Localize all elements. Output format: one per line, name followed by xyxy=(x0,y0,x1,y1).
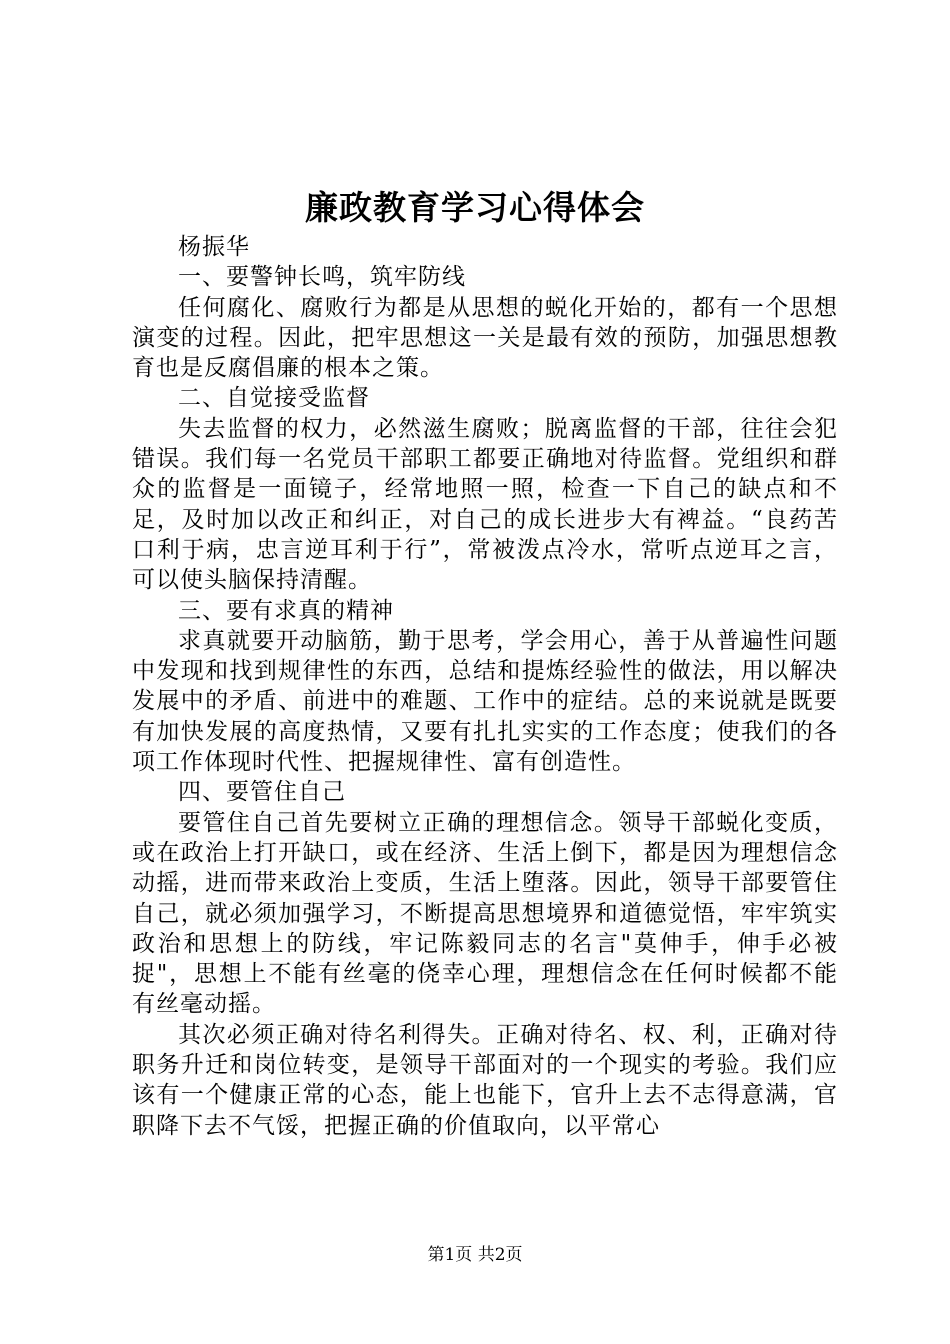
section-heading-3: 三、要有求真的精神 xyxy=(178,597,394,624)
body-paragraph-3: 求真就要开动脑筋，勤于思考，学会用心，善于从普遍性问题中发现和找到规律性的东西，总结和提炼经验性的做法，用以解决发展中的矛盾、前进中的难题、工作中的症结。总的来说就是既要有加快发展的高度热情，又要有扎扎实实的工作态度；使我们的各项工作体现时代性、把握规律性、富有创造性。 xyxy=(132,627,838,776)
section-heading-4: 四、要管住自己 xyxy=(178,779,346,806)
document-title: 廉政教育学习心得体会 xyxy=(305,188,645,227)
section-heading-2: 二、自觉接受监督 xyxy=(178,385,370,412)
document-body xyxy=(132,232,838,1141)
body-paragraph-2: 失去监督的权力，必然滋生腐败；脱离监督的干部，往往会犯错误。我们每一名党员干部职工都要正确地对待监督。党组织和群众的监督是一面镜子，经常地照一照，检查一下自己的缺点和不足，及时加以改正和纠正，对自己的成长进步大有裨益。“良药苦口利于病，忠言逆耳利于行”，常被泼点冷水，常听点逆耳之言，可以使头脑保持清醒。 xyxy=(132,415,838,594)
section-heading-1: 一、要警钟长鸣，筑牢防线 xyxy=(178,264,466,291)
author-name: 杨振华 xyxy=(178,234,250,260)
body-paragraph-5: 其次必须正确对待名利得失。正确对待名、权、利，正确对待职务升迁和岗位转变，是领导干部面对的一个现实的考验。我们应该有一个健康正常的心态，能上也能下，官升上去不志得意满，官职降下去不气馁，把握正确的价值取向，以平常心 xyxy=(132,1021,838,1139)
page-footer: 第1页 共2页 xyxy=(427,1245,523,1265)
body-paragraph-1: 任何腐化、腐败行为都是从思想的蜕化开始的，都有一个思想演变的过程。因此，把牢思想这一关是最有效的预防，加强思想教育也是反腐倡廉的根本之策。 xyxy=(132,294,838,382)
body-paragraph-4: 要管住自己首先要树立正确的理想信念。领导干部蜕化变质，或在政治上打开缺口，或在经济、生活上倒下，都是因为理想信念动摇，进而带来政治上变质，生活上堕落。因此，领导干部要管住自己，就必须加强学习，不断提高思想境界和道德觉悟，牢牢筑实政治和思想上的防线，牢记陈毅同志的名言"莫伸手，伸手必被捉"，思想上不能有丝毫的侥幸心理，理想信念在任何时候都不能有丝毫动摇。 xyxy=(132,809,838,1018)
